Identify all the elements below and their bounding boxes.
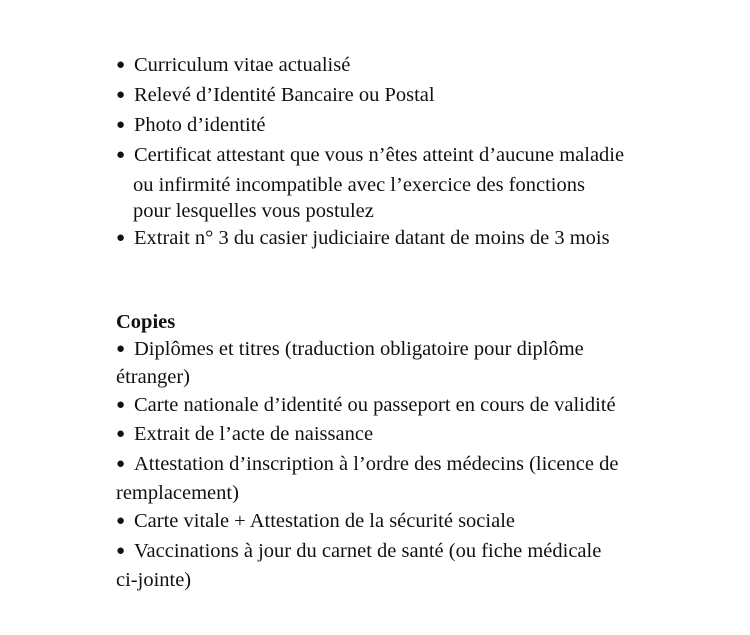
- list-item: [116, 228, 610, 249]
- bullet-icon: ●: [116, 456, 126, 472]
- list-item: [116, 424, 373, 445]
- bullet-icon: ●: [116, 341, 126, 357]
- list-item-text: Carte nationale d’identité ou passeport en cours de validité: [134, 394, 616, 416]
- list-item-continuation: étranger): [116, 366, 190, 388]
- list-item: [116, 511, 515, 532]
- list-item-text: Relevé d’Identité Bancaire ou Postal: [134, 84, 435, 106]
- list-item-text: Carte vitale + Attestation de la sécurité sociale: [134, 510, 515, 532]
- list-item: [116, 145, 624, 166]
- bullet-icon: ●: [116, 426, 126, 442]
- list-item: [116, 85, 435, 106]
- list-item-text: Extrait de l’acte de naissance: [134, 423, 374, 445]
- bullet-icon: ●: [116, 147, 126, 163]
- bullet-icon: ●: [116, 87, 126, 103]
- list-item: [116, 55, 350, 76]
- list-item-continuation: ci-jointe): [116, 569, 192, 591]
- bullet-icon: ●: [116, 513, 126, 529]
- list-item: [116, 395, 616, 416]
- section-heading: Copies: [116, 311, 176, 333]
- list-item-continuation: pour lesquelles vous postulez: [133, 200, 374, 222]
- list-item-continuation: ou infirmité incompatible avec l’exercice des fonctions: [133, 174, 585, 196]
- list-item-text: Vaccinations à jour du carnet de santé (ou fiche médicale: [134, 540, 602, 562]
- bullet-icon: ●: [116, 117, 126, 133]
- list-item: [116, 541, 601, 562]
- list-item: [116, 339, 584, 360]
- bullet-icon: ●: [116, 543, 126, 559]
- bullet-icon: ●: [116, 230, 126, 246]
- list-item-text: Photo d’identité: [134, 114, 266, 136]
- list-item-text: Attestation d’inscription à l’ordre des médecins (licence de: [134, 453, 619, 475]
- list-item-text: Extrait n° 3 du casier judiciaire datant de moins de 3 mois: [134, 227, 610, 249]
- list-item-text: Diplômes et titres (traduction obligatoire pour diplôme: [134, 338, 584, 360]
- list-item-continuation: remplacement): [116, 482, 239, 504]
- bullet-icon: ●: [116, 57, 126, 73]
- list-item: [116, 454, 618, 475]
- list-item-text: Certificat attestant que vous n’êtes atteint d’aucune maladie: [134, 144, 625, 166]
- list-item-text: Curriculum vitae actualisé: [134, 54, 351, 76]
- list-item: [116, 115, 266, 136]
- bullet-icon: ●: [116, 397, 126, 413]
